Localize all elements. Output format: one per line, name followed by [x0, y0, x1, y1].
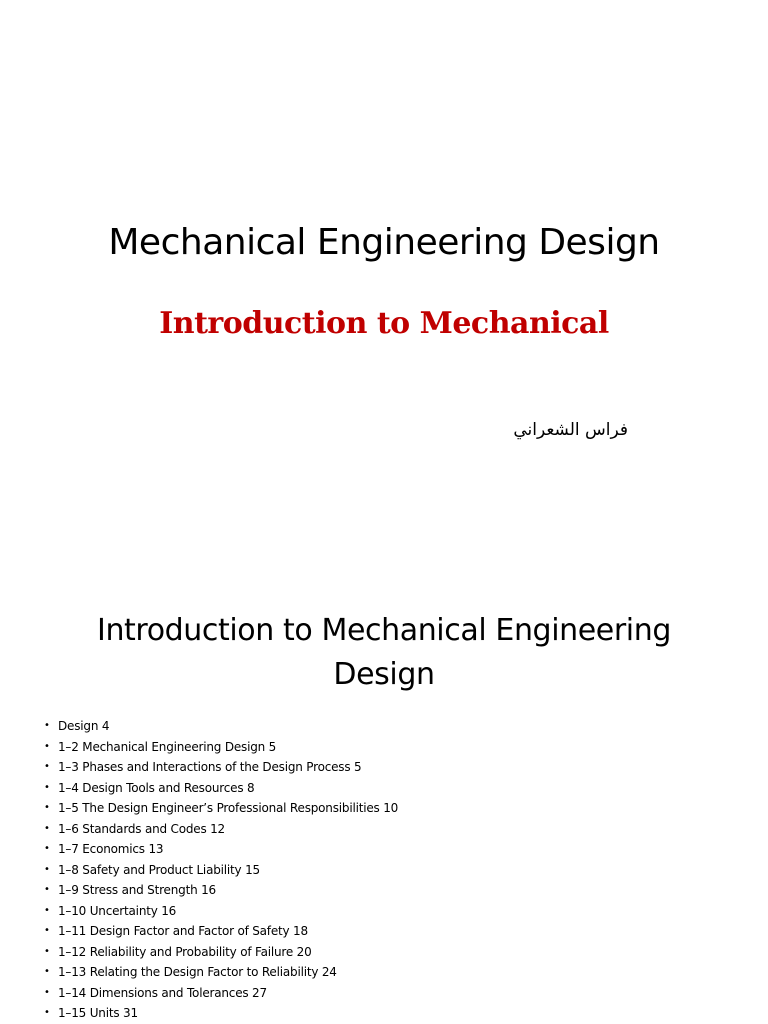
list-item: • 1–6 Standards and Codes 12 [44, 819, 398, 840]
list-item: • 1–12 Reliability and Probability of Failure 20 [44, 942, 398, 963]
bullet-icon: • [44, 925, 50, 936]
bullet-icon: • [44, 884, 50, 895]
presentation-subtitle: Introduction to Mechanical [159, 306, 609, 341]
bullet-icon: • [44, 843, 50, 854]
bullet-icon: • [44, 1007, 50, 1018]
bullet-icon: • [44, 822, 50, 834]
bullet-icon: • [44, 740, 50, 752]
list-item: • 1–14 Dimensions and Tolerances 27 [44, 983, 398, 1004]
list-item: • 1–8 Safety and Product Liability 15 [44, 860, 398, 881]
contents-list [44, 716, 398, 1024]
bullet-icon: • [44, 781, 50, 793]
bullet-icon: • [44, 863, 50, 875]
list-item: • 1–10 Uncertainty 16 [44, 901, 398, 922]
list-item: • 1–13 Relating the Design Factor to Reliability 24 [44, 962, 398, 983]
list-item: • Design 4 [44, 716, 398, 737]
list-item: • 1–11 Design Factor and Factor of Safety 18 [44, 921, 398, 942]
list-item: • 1–7 Economics 13 [44, 839, 398, 860]
contents-slide [0, 576, 768, 1024]
list-item: • 1–5 The Design Engineer’s Professional Responsibilities 10 [44, 798, 398, 819]
contents-title-line-2: Design [333, 657, 435, 692]
bullet-icon: • [44, 761, 50, 772]
bullet-icon: • [44, 904, 50, 916]
bullet-icon: • [44, 986, 50, 998]
bullet-icon: • [44, 966, 50, 977]
bullet-icon: • [44, 720, 50, 731]
list-item: • 1–15 Units 31 [44, 1003, 398, 1024]
contents-title-line-1: Introduction to Mechanical Engineering [97, 613, 671, 648]
list-item: • 1–4 Design Tools and Resources 8 [44, 778, 398, 799]
bullet-icon: • [44, 802, 50, 813]
bullet-icon: • [44, 945, 50, 957]
list-item: • 1–9 Stress and Strength 16 [44, 880, 398, 901]
author-name: فراس الشعراني [513, 420, 628, 440]
presentation-title: Mechanical Engineering Design [108, 222, 660, 263]
list-item: • 1–2 Mechanical Engineering Design 5 [44, 737, 398, 758]
contents-title [60, 609, 708, 697]
list-item: • 1–3 Phases and Interactions of the Design Process 5 [44, 757, 398, 778]
